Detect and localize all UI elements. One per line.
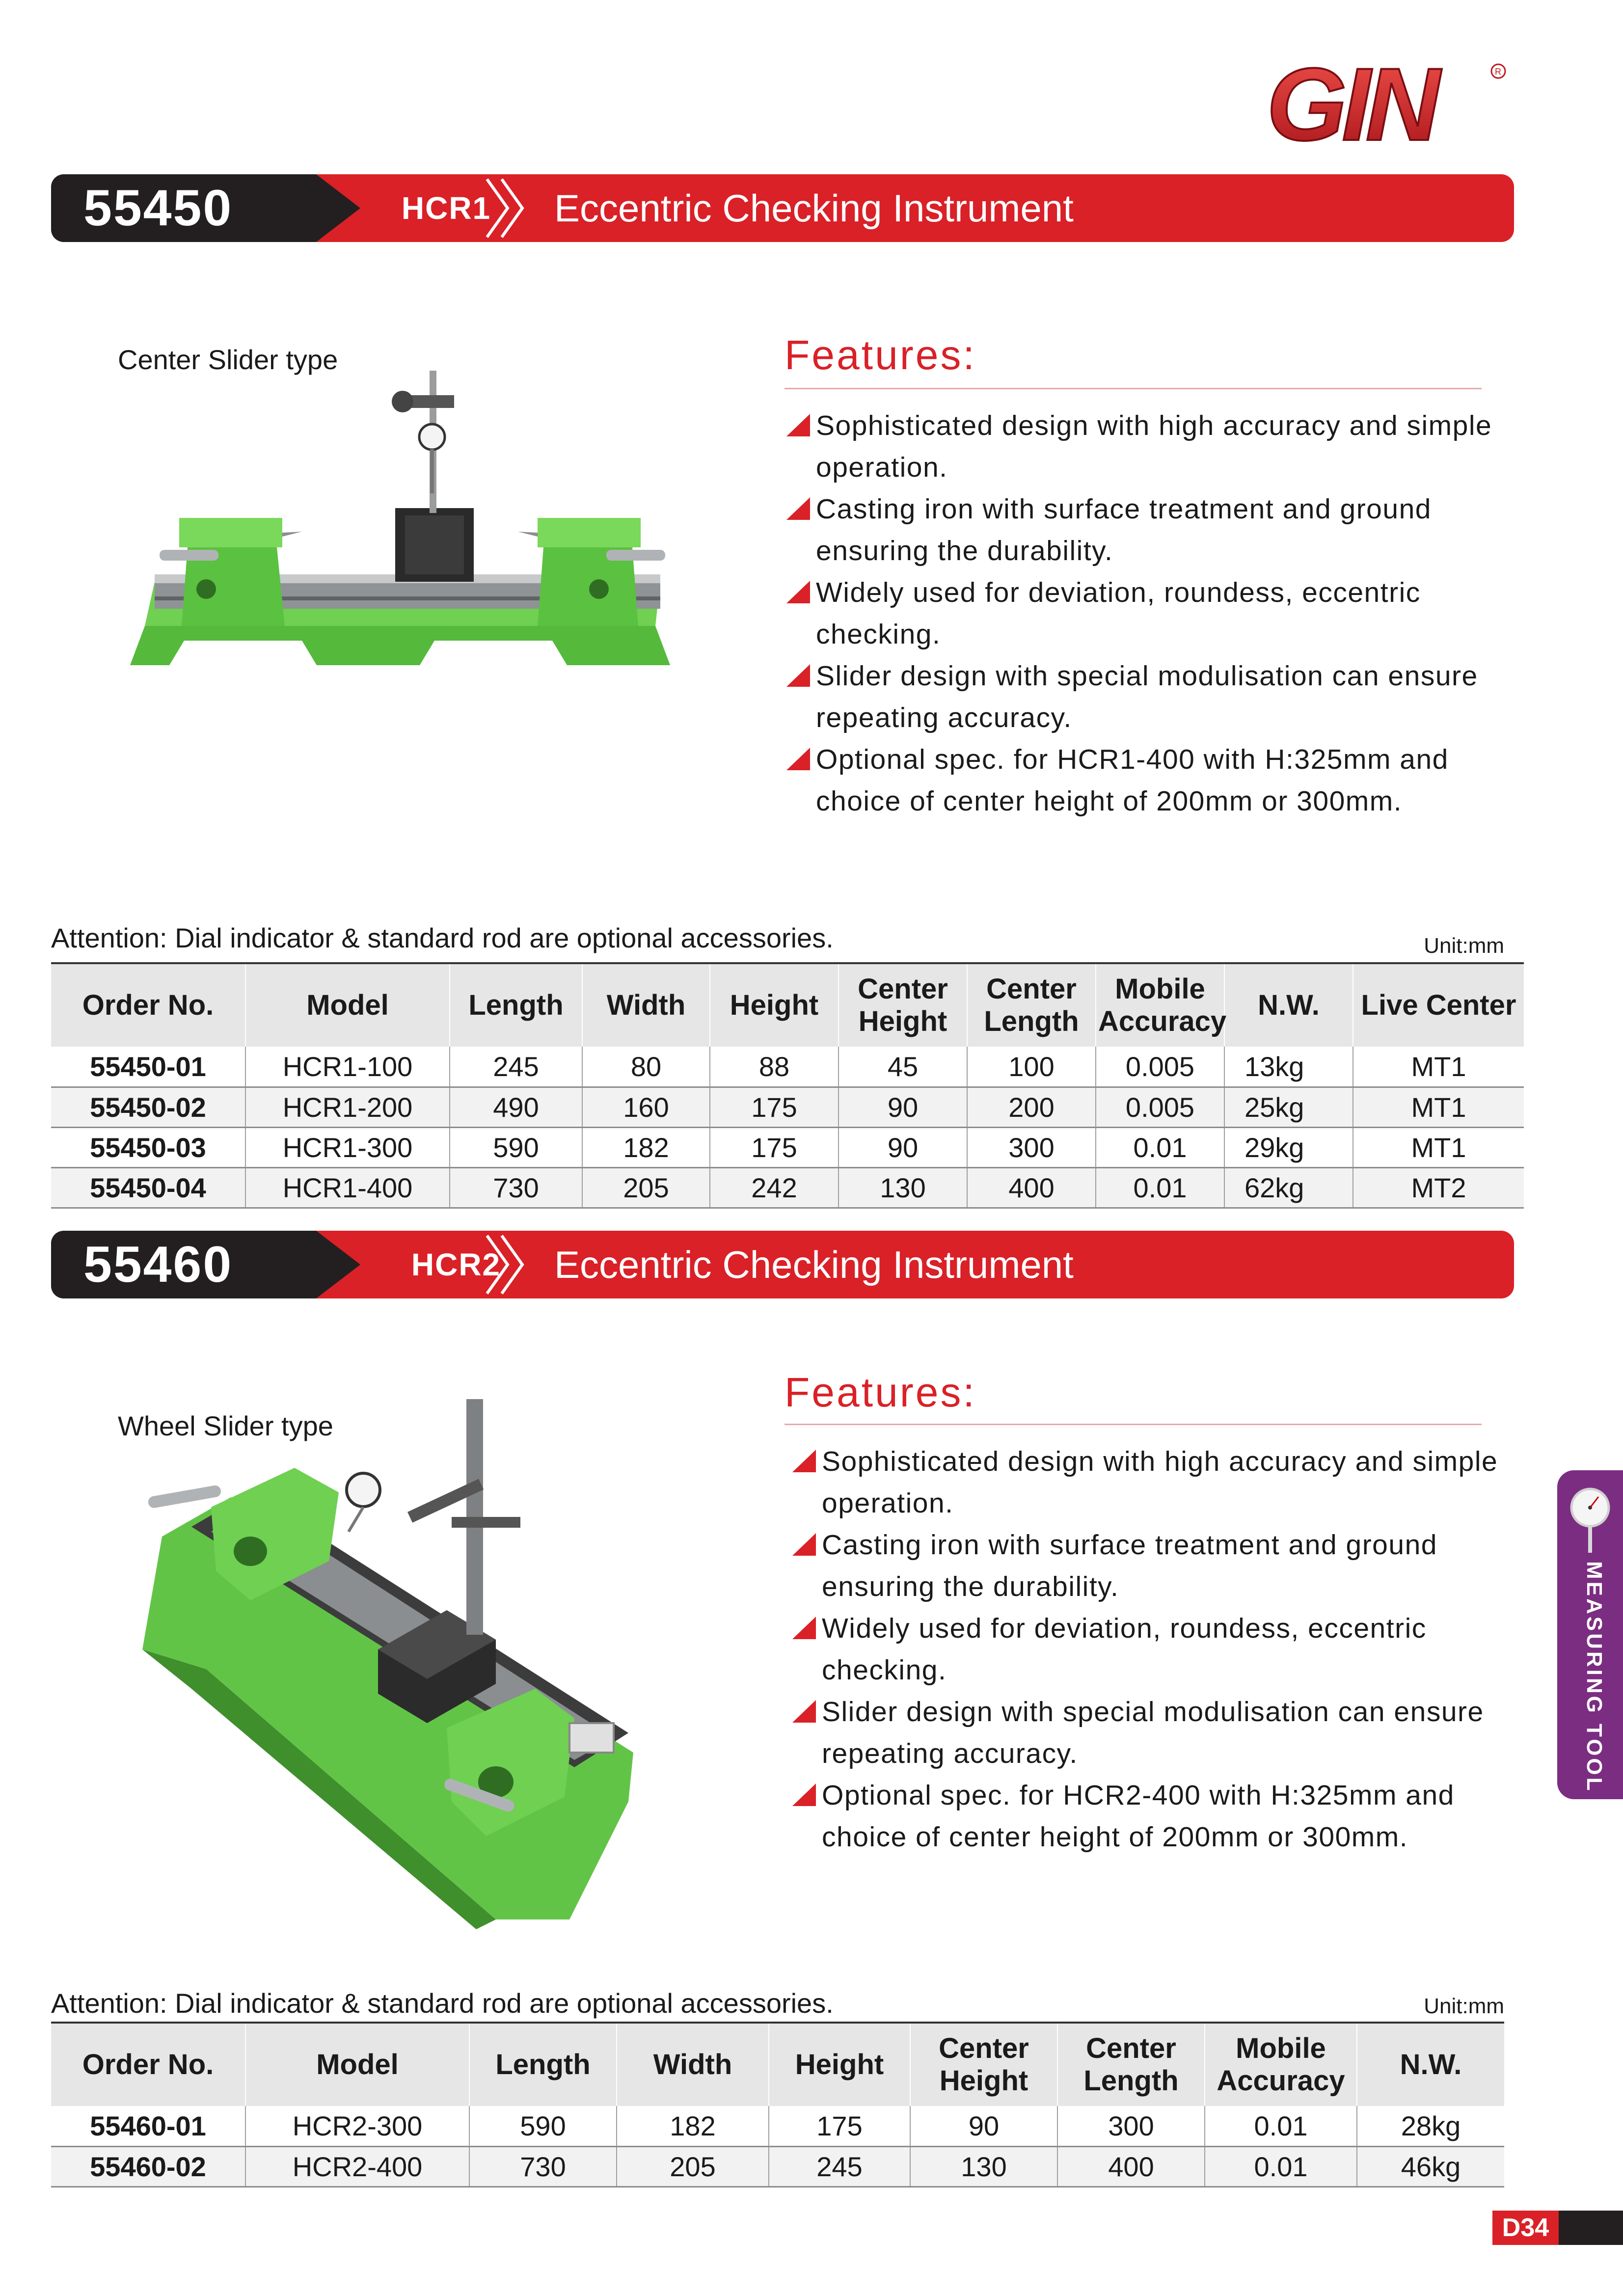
column-header: Live Center xyxy=(1353,963,1524,1047)
triangle-bullet-icon xyxy=(792,1450,816,1472)
table-cell: 29kg xyxy=(1224,1127,1353,1167)
table-cell: 90 xyxy=(839,1087,967,1127)
table-cell: HCR1-200 xyxy=(245,1087,450,1127)
table-cell: 160 xyxy=(582,1087,710,1127)
table-cell: 205 xyxy=(582,1167,710,1208)
table-cell: 245 xyxy=(450,1047,582,1087)
column-header: Model xyxy=(245,963,450,1047)
table-cell: 25kg xyxy=(1224,1087,1353,1127)
column-header: N.W. xyxy=(1224,963,1353,1047)
feature-item: Sophisticated design with high accuracy and simple operation. xyxy=(784,405,1531,488)
table-cell: 175 xyxy=(710,1087,839,1127)
feature-item: Widely used for deviation, roundess, eccentric checking. xyxy=(790,1608,1537,1691)
table-cell: 200 xyxy=(967,1087,1096,1127)
spec-table-55450 xyxy=(51,962,1524,1209)
table-row xyxy=(51,2106,1504,2146)
table-cell: 55460-02 xyxy=(51,2146,245,2187)
triangle-bullet-icon xyxy=(786,497,810,520)
table-cell: 182 xyxy=(617,2106,769,2146)
feature-item: Optional spec. for HCR1-400 with H:325mm and choice of center height of 200mm or 300mm. xyxy=(784,739,1531,822)
table-cell: HCR2-300 xyxy=(245,2106,469,2146)
column-header: Height xyxy=(769,2023,910,2106)
table-cell: 55450-03 xyxy=(51,1127,245,1167)
features-heading: Features: xyxy=(784,1369,976,1415)
table-cell: 55450-02 xyxy=(51,1087,245,1127)
spec-table-55460 xyxy=(51,2022,1504,2188)
table-cell: 175 xyxy=(710,1127,839,1167)
page-number-badge xyxy=(1492,2211,1623,2245)
section-title: Eccentric Checking Instrument xyxy=(554,187,1074,230)
triangle-bullet-icon xyxy=(792,1700,816,1723)
double-chevron-icon xyxy=(483,174,532,242)
table-cell: 80 xyxy=(582,1047,710,1087)
table-cell: 400 xyxy=(1057,2146,1205,2187)
column-header: Model xyxy=(245,2023,469,2106)
feature-item: Casting iron with surface treatment and ground ensuring the durability. xyxy=(790,1524,1537,1608)
table-cell: HCR1-100 xyxy=(245,1047,450,1087)
table-cell: 300 xyxy=(967,1127,1096,1167)
table-cell: 130 xyxy=(910,2146,1057,2187)
triangle-bullet-icon xyxy=(792,1533,816,1556)
table-cell: MT1 xyxy=(1353,1047,1524,1087)
attention-note: Attention: Dial indicator & standard rod are optional accessories. xyxy=(51,922,834,953)
double-chevron-icon xyxy=(483,1231,532,1298)
table-cell: MT1 xyxy=(1353,1127,1524,1167)
table-cell: 55450-01 xyxy=(51,1047,245,1087)
table-cell: HCR1-400 xyxy=(245,1167,450,1208)
table-cell: 90 xyxy=(839,1127,967,1167)
section-banner-55450 xyxy=(51,174,1514,242)
table-cell: 45 xyxy=(839,1047,967,1087)
column-header: Center Height xyxy=(910,2023,1057,2106)
column-header: Center Length xyxy=(967,963,1096,1047)
features-list xyxy=(784,405,1531,822)
column-header: Mobile Accuracy xyxy=(1205,2023,1357,2106)
feature-item: Sophisticated design with high accuracy and simple operation. xyxy=(790,1441,1537,1524)
column-header: Height xyxy=(710,963,839,1047)
section-banner-55460 xyxy=(51,1231,1514,1298)
table-cell: 400 xyxy=(967,1167,1096,1208)
attention-note: Attention: Dial indicator & standard rod are optional accessories. xyxy=(51,1988,834,2019)
column-header: Center Height xyxy=(839,963,967,1047)
triangle-bullet-icon xyxy=(786,664,810,687)
triangle-bullet-icon xyxy=(786,414,810,436)
column-header: Width xyxy=(582,963,710,1047)
table-cell: 242 xyxy=(710,1167,839,1208)
section-title: Eccentric Checking Instrument xyxy=(554,1243,1074,1286)
table-cell: 0.01 xyxy=(1096,1167,1224,1208)
table-cell: HCR2-400 xyxy=(245,2146,469,2187)
table-cell: 730 xyxy=(450,1167,582,1208)
table-cell: 590 xyxy=(450,1127,582,1167)
table-row xyxy=(51,1127,1524,1167)
feature-item: Slider design with special modulisation can ensure repeating accuracy. xyxy=(790,1691,1537,1775)
table-cell: 130 xyxy=(839,1167,967,1208)
wheel-slider-instrument-image xyxy=(133,1394,663,1929)
table-row xyxy=(51,1047,1524,1087)
table-cell: 28kg xyxy=(1357,2106,1504,2146)
table-cell: 182 xyxy=(582,1127,710,1167)
page-number: D34 xyxy=(1492,2211,1559,2245)
table-cell: 175 xyxy=(769,2106,910,2146)
table-header-row xyxy=(51,963,1524,1047)
model-code: HCR1 xyxy=(401,190,491,226)
product-code: 55460 xyxy=(83,1236,233,1293)
brand-logo xyxy=(1257,56,1512,155)
dial-gauge-icon xyxy=(1568,1484,1612,1558)
table-cell: 46kg xyxy=(1357,2146,1504,2187)
triangle-bullet-icon xyxy=(786,748,810,770)
svg-text:GIN: GIN xyxy=(1267,56,1435,155)
table-cell: 88 xyxy=(710,1047,839,1087)
column-header: N.W. xyxy=(1357,2023,1504,2106)
column-header: Width xyxy=(617,2023,769,2106)
triangle-bullet-icon xyxy=(786,581,810,603)
column-header: Center Length xyxy=(1057,2023,1205,2106)
table-cell: 300 xyxy=(1057,2106,1205,2146)
table-cell: 730 xyxy=(469,2146,617,2187)
features-divider xyxy=(784,388,1482,389)
table-cell: 62kg xyxy=(1224,1167,1353,1208)
column-header: Length xyxy=(450,963,582,1047)
measuring-tool-side-tab[interactable] xyxy=(1557,1470,1623,1799)
table-cell: 0.01 xyxy=(1205,2146,1357,2187)
table-cell: 590 xyxy=(469,2106,617,2146)
feature-item: Widely used for deviation, roundess, eccentric checking. xyxy=(784,572,1531,655)
table-cell: 0.005 xyxy=(1096,1087,1224,1127)
table-cell: MT1 xyxy=(1353,1087,1524,1127)
table-cell: 0.005 xyxy=(1096,1047,1224,1087)
feature-item: Slider design with special modulisation can ensure repeating accuracy. xyxy=(784,655,1531,739)
features-heading: Features: xyxy=(784,332,976,378)
table-cell: 0.01 xyxy=(1096,1127,1224,1167)
feature-item: Optional spec. for HCR2-400 with H:325mm and choice of center height of 200mm or 300mm. xyxy=(790,1775,1537,1858)
type-label: Center Slider type xyxy=(118,344,338,375)
model-code: HCR2 xyxy=(411,1247,501,1282)
table-cell: HCR1-300 xyxy=(245,1127,450,1167)
features-divider xyxy=(784,1424,1482,1425)
triangle-bullet-icon xyxy=(792,1783,816,1806)
center-slider-instrument-image xyxy=(115,351,685,704)
table-cell: 245 xyxy=(769,2146,910,2187)
unit-label: Unit:mm xyxy=(1424,1994,1504,2018)
unit-label: Unit:mm xyxy=(1424,934,1504,958)
table-row xyxy=(51,1087,1524,1127)
table-cell: 13kg xyxy=(1224,1047,1353,1087)
feature-item: Casting iron with surface treatment and ground ensuring the durability. xyxy=(784,488,1531,572)
table-cell: 90 xyxy=(910,2106,1057,2146)
table-cell: 490 xyxy=(450,1087,582,1127)
table-row xyxy=(51,2146,1504,2187)
side-tab-label: MEASURING TOOL xyxy=(1582,1561,1606,1793)
table-row xyxy=(51,1167,1524,1208)
table-header-row xyxy=(51,2023,1504,2106)
type-label: Wheel Slider type xyxy=(118,1410,333,1441)
column-header: Order No. xyxy=(51,963,245,1047)
table-cell: 205 xyxy=(617,2146,769,2187)
column-header: Length xyxy=(469,2023,617,2106)
triangle-bullet-icon xyxy=(792,1617,816,1639)
table-cell: 55450-04 xyxy=(51,1167,245,1208)
table-cell: 100 xyxy=(967,1047,1096,1087)
column-header: Mobile Accuracy xyxy=(1096,963,1224,1047)
column-header: Order No. xyxy=(51,2023,245,2106)
table-cell: 55460-01 xyxy=(51,2106,245,2146)
table-cell: 0.01 xyxy=(1205,2106,1357,2146)
features-list xyxy=(790,1441,1537,1858)
product-code: 55450 xyxy=(83,180,233,237)
table-cell: MT2 xyxy=(1353,1167,1524,1208)
svg-text:R: R xyxy=(1495,67,1501,77)
